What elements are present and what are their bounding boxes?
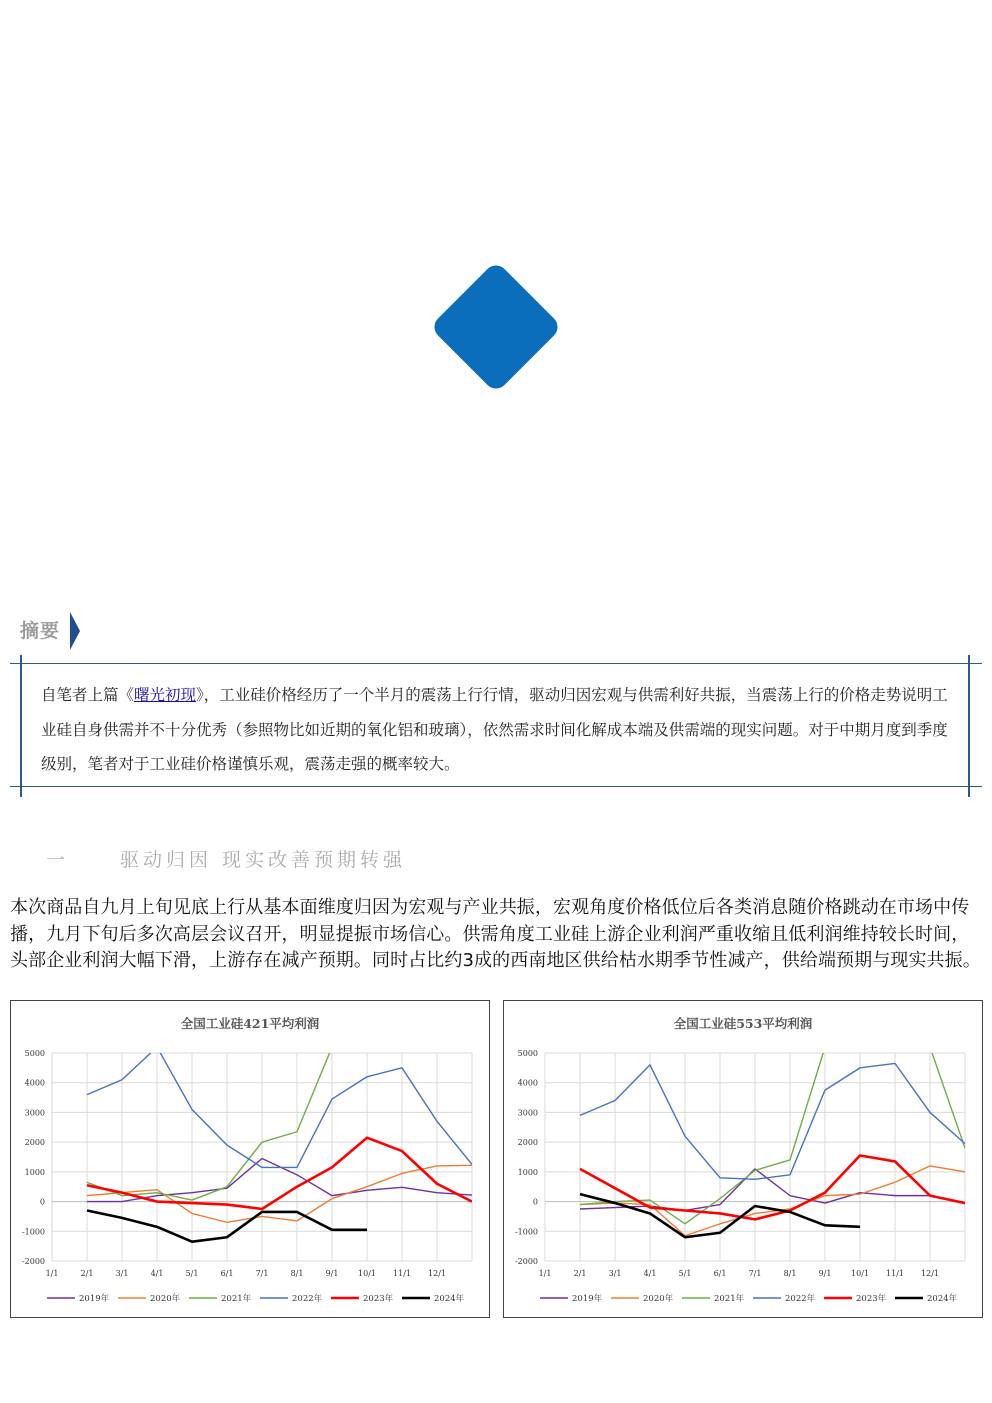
x-tick-label: 4/1 xyxy=(643,1269,657,1278)
chart-421-profit xyxy=(10,1000,490,1318)
legend-label: 2019年 xyxy=(79,1294,110,1304)
chart-421-svg xyxy=(11,1001,489,1317)
legend-label: 2024年 xyxy=(927,1294,958,1304)
body-paragraph: 本次商品自九月上旬见底上行从基本面维度归因为宏观与产业共振，宏观角度价格低位后各类消息随价格跳动在市场中传播，九月下旬后多次高层会议召开，明显提振市场信心。供需角度工业硅上游企业利润严重收缩且低利润维持较长时间，头部企业利润大幅下滑，上游存在减产预期。同时占比约3成的西南地区供给枯水期季节性减产，供给端预期与现实共振。 xyxy=(10,897,981,971)
y-tick-label: 5000 xyxy=(24,1049,45,1058)
y-tick-label: 0 xyxy=(39,1197,45,1207)
brand-diamond-logo xyxy=(425,256,567,398)
abstract-bottom-border xyxy=(10,786,982,787)
y-tick-label: 3000 xyxy=(24,1108,45,1118)
x-tick-label: 10/1 xyxy=(358,1269,376,1278)
plot-area xyxy=(87,1047,472,1242)
chart-title: 全国工业硅553平均利润 xyxy=(673,1016,813,1031)
legend-label: 2022年 xyxy=(785,1294,816,1304)
x-tick-label: 12/1 xyxy=(428,1269,446,1278)
series-line-2022年 xyxy=(87,1047,472,1167)
x-tick-label: 1/1 xyxy=(538,1269,552,1278)
x-tick-label: 8/1 xyxy=(290,1269,304,1278)
legend-label: 2019年 xyxy=(572,1294,603,1304)
section-title: 驱动归因 现实改善预期转强 xyxy=(120,849,407,871)
y-tick-label: -2000 xyxy=(21,1257,45,1266)
x-tick-label: 6/1 xyxy=(713,1269,727,1278)
legend-label: 2020年 xyxy=(643,1294,674,1304)
chevron-right-icon xyxy=(70,612,82,650)
legend-label: 2021年 xyxy=(221,1294,252,1304)
y-tick-label: 3000 xyxy=(517,1108,538,1118)
chart-553-svg xyxy=(504,1001,982,1317)
series-line-2022年 xyxy=(580,1063,965,1179)
legend-label: 2021年 xyxy=(714,1294,745,1304)
x-tick-label: 2/1 xyxy=(573,1269,587,1278)
abstract-heading: 摘要 xyxy=(20,620,61,642)
x-tick-label: 5/1 xyxy=(678,1269,692,1278)
x-tick-label: 7/1 xyxy=(748,1269,762,1278)
series-line-2023年 xyxy=(87,1138,472,1209)
abstract-left-border xyxy=(20,655,22,797)
x-tick-label: 11/1 xyxy=(886,1269,904,1278)
x-tick-label: 10/1 xyxy=(851,1269,869,1278)
series-line-2019年 xyxy=(87,1158,472,1201)
logo-shape xyxy=(430,261,563,394)
y-tick-label: -1000 xyxy=(21,1227,45,1237)
y-tick-label: -1000 xyxy=(514,1227,538,1237)
y-tick-label: 0 xyxy=(532,1197,538,1207)
x-tick-label: 9/1 xyxy=(325,1269,339,1278)
abstract-top-border xyxy=(10,663,982,664)
x-tick-label: 1/1 xyxy=(45,1269,59,1278)
y-tick-label: -2000 xyxy=(514,1257,538,1266)
series-line-2021年 xyxy=(580,1047,825,1224)
y-tick-label: 2000 xyxy=(517,1138,538,1148)
abstract-text: 自笔者上篇《曙光初现》，工业硅价格经历了一个半月的震荡上行行情，驱动归因宏观与供需利好共振，当震荡上行的价格走势说明工业硅自身供需并不十分优秀（参照物比如近期的氧化铝和玻璃），依然需求时间化解成本端及供需端的现实问题。对于中期月度到季度级别，笔者对于工业硅价格谨慎乐观，震荡走强的概率较大。 xyxy=(41,686,948,773)
x-tick-label: 4/1 xyxy=(150,1269,164,1278)
legend-label: 2024年 xyxy=(434,1294,465,1304)
y-tick-label: 4000 xyxy=(517,1078,538,1088)
legend-label: 2020年 xyxy=(150,1294,181,1304)
y-tick-label: 4000 xyxy=(24,1078,45,1088)
chart-title: 全国工业硅421平均利润 xyxy=(180,1016,320,1031)
x-tick-label: 3/1 xyxy=(115,1269,129,1278)
legend-label: 2023年 xyxy=(856,1294,887,1304)
legend-label: 2022年 xyxy=(292,1294,323,1304)
x-tick-label: 6/1 xyxy=(220,1269,234,1278)
x-tick-label: 11/1 xyxy=(393,1269,411,1278)
legend-label: 2023年 xyxy=(363,1294,394,1304)
series-line-2021年 xyxy=(930,1047,965,1148)
section-number: 一 xyxy=(46,849,66,871)
x-tick-label: 5/1 xyxy=(185,1269,199,1278)
x-tick-label: 2/1 xyxy=(80,1269,94,1278)
article-link[interactable]: 曙光初现 xyxy=(134,686,197,704)
x-tick-label: 7/1 xyxy=(255,1269,269,1278)
abstract-right-border xyxy=(968,655,970,797)
y-tick-label: 1000 xyxy=(24,1167,45,1177)
x-tick-label: 8/1 xyxy=(783,1269,797,1278)
x-tick-label: 12/1 xyxy=(921,1269,939,1278)
chart-553-profit xyxy=(503,1000,983,1318)
y-tick-label: 5000 xyxy=(517,1049,538,1058)
series-line-2021年 xyxy=(87,1047,332,1200)
x-tick-label: 9/1 xyxy=(818,1269,832,1278)
x-tick-label: 3/1 xyxy=(608,1269,622,1278)
y-tick-label: 2000 xyxy=(24,1138,45,1148)
y-tick-label: 1000 xyxy=(517,1167,538,1177)
